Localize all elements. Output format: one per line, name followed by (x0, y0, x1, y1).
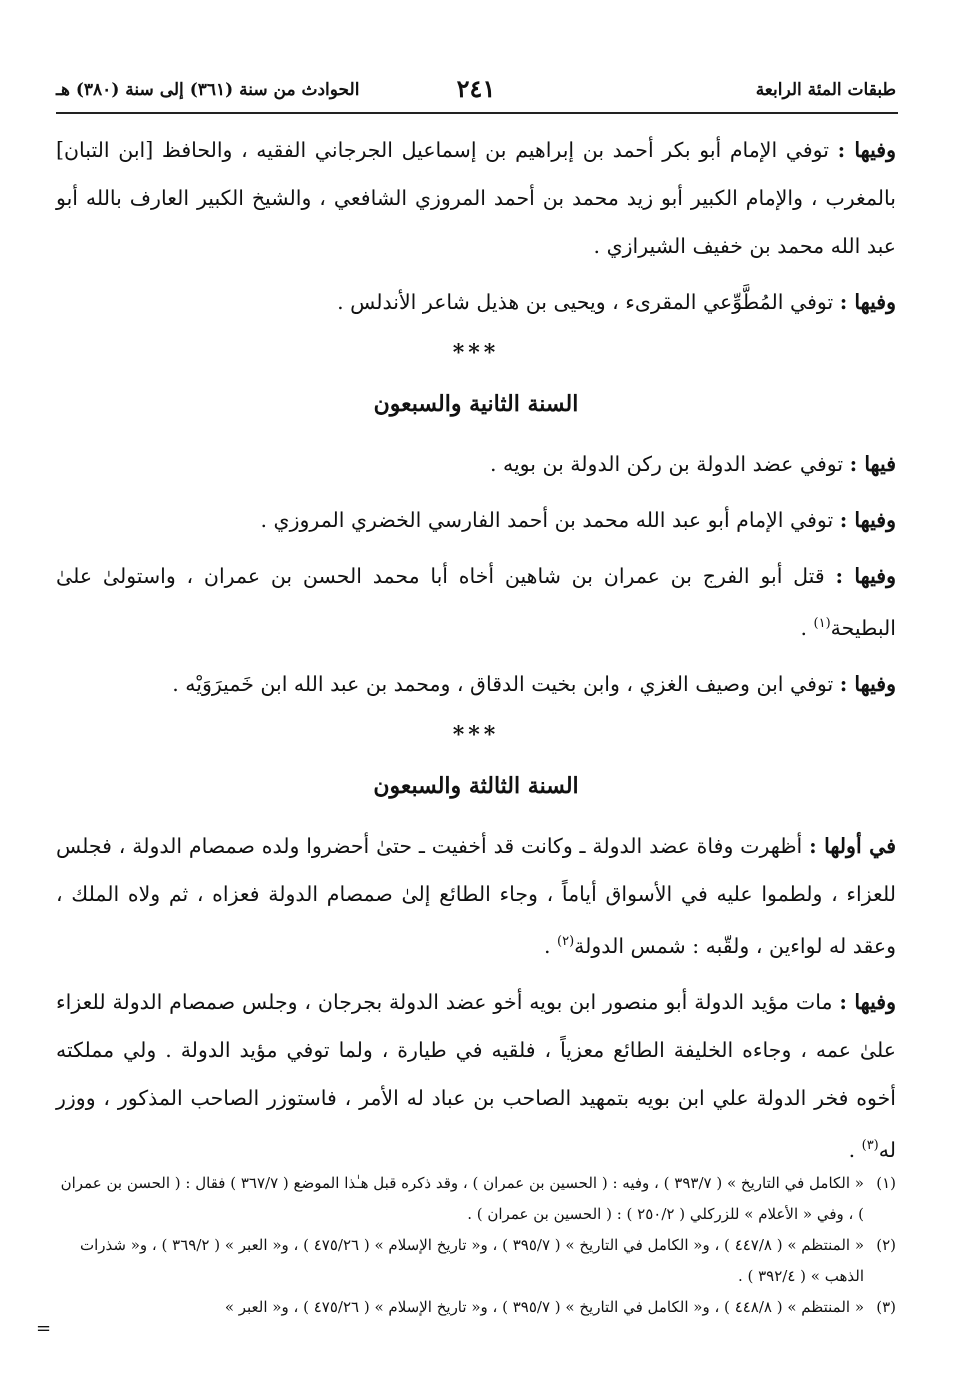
footnotes (56, 1168, 896, 1323)
paragraph (56, 126, 896, 270)
footnote-ref[interactable]: (٢) (557, 933, 575, 949)
paragraph-lead: وفيها : (839, 989, 896, 1014)
paragraph-text: قتل أبو الفرج بن عمران بن شاهين أخاه أبا محمد الحسن بن عمران ، واستولىٰ علىٰ البطيحة (56, 564, 896, 640)
footnote-text: « الكامل في التاريخ » ( ٣٩٣/٧ ) ، وفيه : ( الحسين بن عمران ) ، وقد ذكره قبل هـٰذا الموضع ( ٣٦٧/٧ ) فقال : ( الحسن بن عمران ) ، وفي « الأعلام » للزركلي ( ٢٥٠/٢ ) : ( الحسين بن عمران ) . (60, 1174, 864, 1223)
paragraph-text: توفي ابن وصيف الغزي ، وابن بخيت الدقاق ، ومحمد بن عبد الله ابن خَميرَوَيْه . (172, 671, 840, 696)
footnote (56, 1292, 896, 1323)
section-separator: *** (452, 721, 500, 748)
paragraph-lead: وفيها : (837, 138, 896, 162)
paragraph-tail: . (800, 615, 814, 640)
paragraph-lead: وفيها : (839, 290, 896, 314)
paragraph (56, 496, 896, 544)
main-text (56, 122, 896, 1181)
paragraph (56, 822, 896, 970)
header-book-title: طبقات المئة الرابعة (755, 80, 896, 100)
paragraph (56, 978, 896, 1174)
header-divider (56, 112, 898, 114)
footnote-number: (٢) (876, 1236, 896, 1254)
paragraph-text: توفي الإمام أبو عبد الله محمد بن أحمد الفارسي الخضري المروزي . (260, 508, 840, 532)
paragraph-lead: في أولها : (809, 833, 896, 858)
footnote-number: (١) (876, 1174, 896, 1192)
paragraph (56, 440, 896, 488)
footnote (56, 1168, 896, 1230)
footnote-text: « المنتظم » ( ٤٤٨/٨ ) ، و« الكامل في التاريخ » ( ٣٩٥/٧ ) ، و« تاريخ الإسلام » ( ٤٧٥/٢٦ ) ، و« العبر » (224, 1298, 864, 1316)
footnote-text: « المنتظم » ( ٤٤٧/٨ ) ، و« الكامل في التاريخ » ( ٣٩٥/٧ ) ، و« تاريخ الإسلام » ( ٤٧٥/٢٦ ) ، و« العبر » ( ٣٦٩/٢ ) ، و« شذرات الذهب » ( ٣٩٢/٤ ) . (79, 1236, 864, 1285)
paragraph-lead: وفيها : (839, 671, 896, 696)
paragraph (56, 278, 896, 326)
section-heading: السنة الثانية والسبعون (373, 391, 579, 417)
running-header (56, 72, 896, 108)
header-section-range: الحوادث من سنة (٣٦١) إلى سنة (٣٨٠) هـ (56, 80, 360, 100)
footnote-ref[interactable]: (١) (813, 616, 831, 631)
footnote (56, 1230, 896, 1292)
paragraph-lead: وفيها : (835, 564, 896, 588)
page-number: ٢٤١ (456, 74, 496, 103)
paragraph-lead: فيها : (849, 452, 896, 476)
continuation-mark: = (36, 1318, 52, 1339)
footnote-ref[interactable]: (٣) (861, 1137, 879, 1153)
paragraph-text: أظهرت وفاة عضد الدولة ـ وكانت قد أخفيت ـ حتىٰ أحضروا ولده صمصام الدولة ، فجلس للعزاء ، ولطموا عليه في الأسواق أياماً ، وجاء الطائع إلىٰ صمصام الدولة فعزاه ، ثم ولاه الملك ، وعقد له لواءين ، ولقّبه : شمس الدولة (56, 833, 896, 958)
paragraph-tail: . (543, 933, 558, 958)
paragraph-text: توفي المُطَّوِّعي المقرىء ، ويحيى بن هذيل شاعر الأندلس . (337, 290, 840, 314)
section-heading: السنة الثالثة والسبعون (373, 772, 579, 799)
paragraph (56, 660, 896, 708)
paragraph-text: مات مؤيد الدولة أبو منصور ابن بويه أخو عضد الدولة بجرجان ، وجلس صمصام الدولة للعزاء علىٰ عمه ، وجاءه الخليفة الطائع معزياً ، فلقيه في طيارة ، ولما توفي مؤيد الدولة . ولي مملكته أخوه فخر الدولة علي ابن بويه بتمهيد الصاحب بن عباد له الأمر ، فاستوزر الصاحب المذكور ، ووزر له (56, 989, 896, 1162)
paragraph-lead: وفيها : (839, 508, 896, 532)
paragraph-text: توفي الإمام أبو بكر أحمد بن إبراهيم بن إسماعيل الجرجاني الفقيه ، والحافظ [ابن التبان] بالمغرب ، والإمام الكبير أبو زيد محمد بن أحمد المروزي الشافعي ، والشيخ الكبير العارف بالله أبو عبد الله محمد بن خفيف الشيرازي . (56, 138, 896, 258)
footnote-number: (٣) (876, 1298, 896, 1316)
paragraph (56, 552, 896, 652)
paragraph-text: توفي عضد الدولة بن ركن الدولة بن بويه . (489, 452, 850, 476)
paragraph-tail: . (848, 1137, 862, 1162)
section-separator: *** (452, 340, 500, 366)
